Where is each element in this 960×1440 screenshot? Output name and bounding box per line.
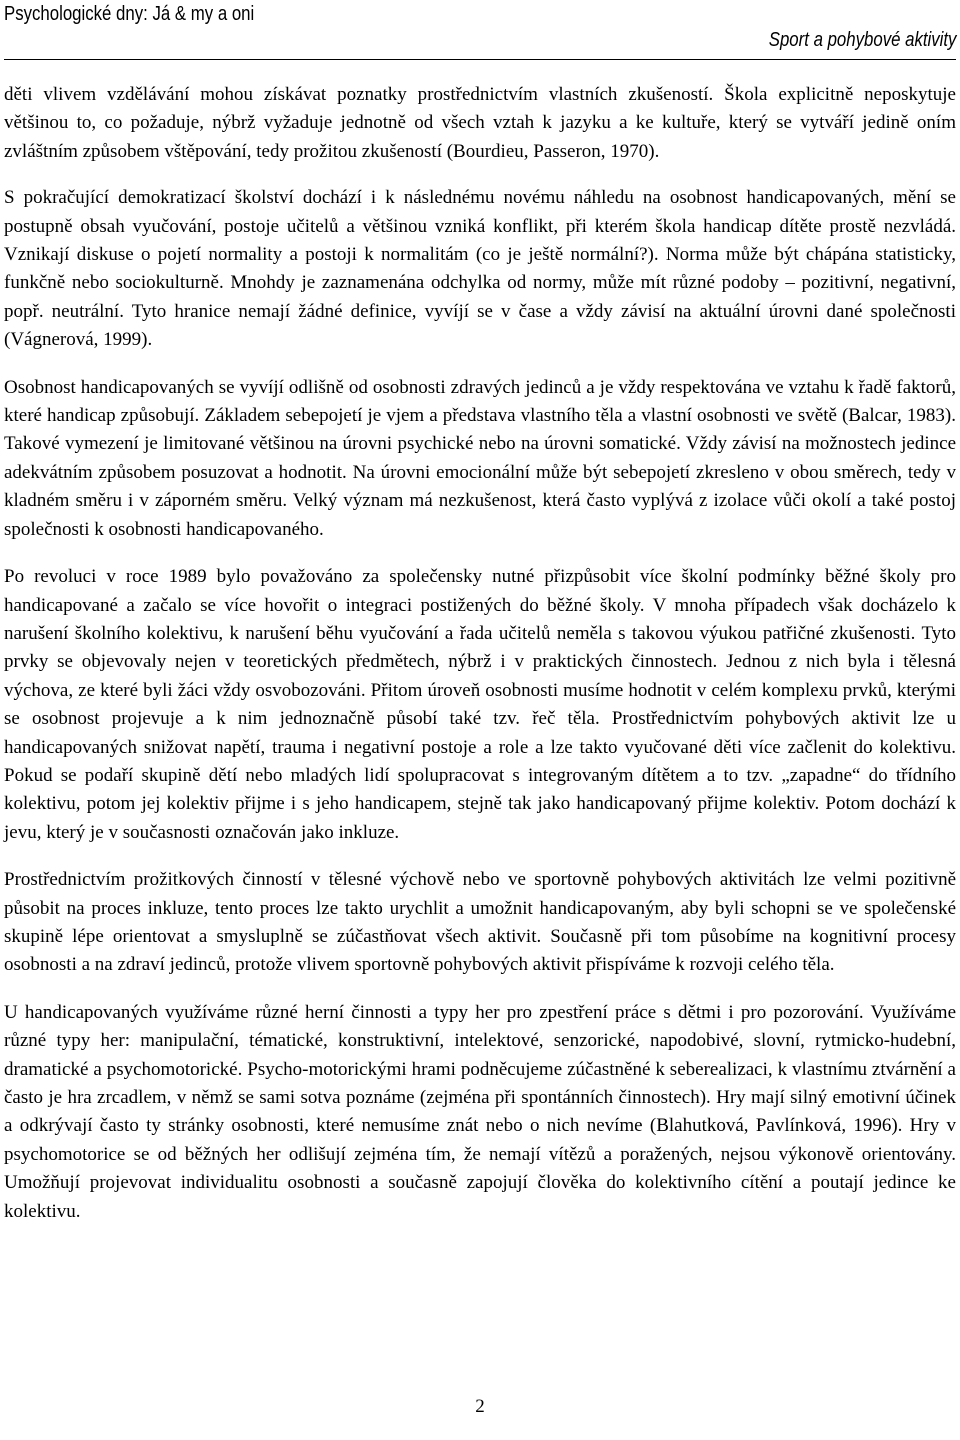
journal-title: Psychologické dny: Já & my a oni	[4, 3, 255, 25]
paragraph-5: Prostřednictvím prožitkových činností v tělesné výchově nebo ve sportovně pohybových aktivitách lze velmi pozitivně působit na proces inkluze, tento proces lze takto urychlit a umožnit handicapovaným, aby byli schopni se ve společenské skupině lépe orientovat a smysluplně se zúčastňovat všech aktivit. Současně při tom působíme na kognitivní procesy osobnosti a na zdraví jedinců, protože vlivem sportovně pohybových aktivit přispíváme k rozvoji celého těla.	[4, 869, 956, 976]
page-number: 2	[475, 1396, 485, 1417]
header-divider	[4, 59, 956, 60]
paragraph-4: Po revoluci v roce 1989 bylo považováno za společensky nutné přizpůsobit více školní podmínky běžné školy pro handicapované a začalo se více hovořit o integraci postižených do běžné školy. V mnoha případech však docházelo k narušení školního kolektivu, k narušení běhu vyučování a řada učitelů neměla s takovou výukou patřičné zkušenosti. Tyto prvky se objevovaly nejen v teoretických předmětech, nýbrž i v praktických činnostech. Jednou z nich byla i tělesná výchova, ze které byli žáci vždy osvobozováni. Přitom úroveň osobnosti musíme hodnotit v celém komplexu prvků, kterými se osobnost projevuje a k nim jednoznačně působí také tzv. řeč těla. Prostřednictvím pohybových aktivit lze u handicapovaných snižovat napětí, trauma i negativní postoje a role a lze takto vyučované děti více začlenit do kolektivu. Pokud se podaří skupině dětí nebo mladých lidí spolupracovat s integrovaným dítětem a to tzv. „zapadne“ do třídního kolektivu, potom jej kolektiv přijme i s jeho handicapem, stejně tak jako handicapovaný přijme kolektiv. Potom dochází k jevu, který je v současnosti označován jako inkluze.	[4, 566, 956, 843]
body-text	[4, 81, 956, 1245]
paragraph-1: děti vlivem vzdělávání mohou získávat poznatky prostřednictvím vlastních zkušeností. Škola explicitně neposkytuje většinou to, co požaduje, nýbrž vyžaduje jednotně od všech vztah k jazyku a ke kultuře, který se vytváří jedině oním zvláštním způsobem vštěpování, tedy prožitou zkušeností (Bourdieu, Passeron, 1970).	[4, 84, 956, 162]
running-header	[0, 0, 960, 60]
section-title: Sport a pohybové aktivity	[768, 29, 956, 51]
paragraph-3: Osobnost handicapovaných se vyvíjí odlišně od osobnosti zdravých jedinců a je vždy respektována ve vztahu k řadě faktorů, které handicap způsobují. Základem sebepojetí je vjem a představa vlastního těla a vlastní osobnosti ve světě (Balcar, 1983). Takové vymezení je limitované většinou na úrovni psychické nebo na úrovni somatické. Vždy závisí na možnostech jedince adekvátním způsobem posuzovat a hodnotit. Na úrovni emocionální může být sebepojetí zkresleno v obou směrech, tedy v kladném směru i v záporném směru. Velký význam má nezkušenost, která často vyplývá z izolace vůči okolí a také postoj společnosti k osobnosti handicapovaného.	[4, 376, 956, 540]
paragraph-6: U handicapovaných využíváme různé herní činnosti a typy her pro zpestření práce s dětmi i pro pozorování. Využíváme různé typy her: manipulační, tématické, konstruktivní, intelektové, senzorické, napodobivé, slovní, rytmicko-hudební, dramatické a psychomotorické. Psycho-motorickými hrami podněcujeme zúčastněné k seberealizaci, k vlastnímu ztvárnění a často je hra zrcadlem, v němž se sami sotva poznáme (zejména při spontánních činnostech). Hry mají silný emotivní účinek a odkrývají často ty stránky osobnosti, které nemusíme znát nebo o nich nevíme (Blahutková, Pavlínková, 1996). Hry v psychomotorice se od běžných her odlišují zejména tím, že nemají vítězů a poražených, nejsou výkonově orientovány. Umožňují projevovat individualitu osobnosti a současně zapojují člověka do kolektivního cítění a poutají jedince ke kolektivu.	[4, 1001, 956, 1222]
paragraph-2: S pokračující demokratizací školství dochází i k následnému novému náhledu na osobnost handicapovaných, mění se postupně obsah vyučování, postoje učitelů a většinou vzniká konflikt, při kterém škola handicap dítěte prostě nezvládá. Vznikají diskuse o pojetí normality a postoji k normalitám (co je ještě normální?). Norma může být chápána statisticky, funkčně nebo sociokulturně. Mnohdy je zaznamenána odchylka od normy, může mít různé podoby – pozitivní, negativní, popř. neutrální. Tyto hranice nemají žádné definice, vyvíjí se v čase a vždy závisí na aktuální úrovni dané společnosti (Vágnerová, 1999).	[4, 187, 956, 351]
